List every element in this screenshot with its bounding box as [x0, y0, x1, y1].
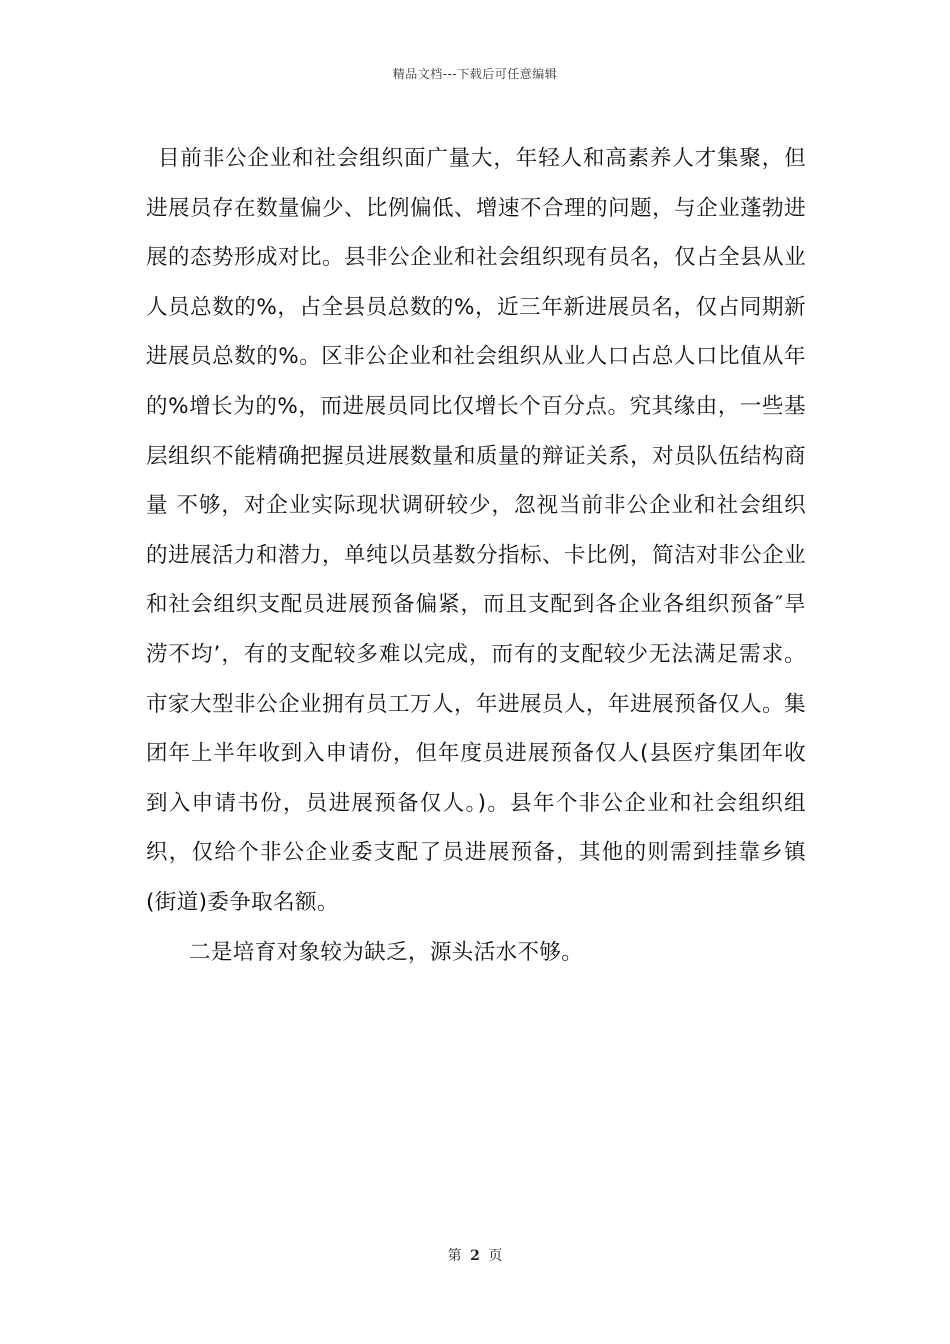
footer-suffix: 页	[488, 1248, 503, 1264]
page-number: 2	[470, 1248, 480, 1264]
document-body	[146, 134, 806, 977]
paragraph-1: 目前非公企业和社会组织面广量大，年轻人和高素养人才集聚，但进展员存在数量偏少、比例偏低、增速不合理的问题，与企业蓬勃进展的态势形成对比。县非公企业和社会组织现有员名，仅占全县从业人员总数的%，占全县员总数的%，近三年新进展员名，仅占同期新进展员总数的%。区非公企业和社会组织从业人口占总人口比值从年的%增长为的%，而进展员同比仅增长个百分点。究其缘由，一些基层组织不能精确把握员进展数量和质量的辩证关系，对员队伍结构商量 不够，对企业实际现状调研较少，忽视当前非公企业和社会组织的进展活力和潜力，单纯以员基数分指标、卡比例，简洁对非公企业和社会组织支配员进展预备偏紧，而且支配到各企业各组织预备″旱涝不均’，有的支配较多难以完成，而有的支配较少无法满足需求。市家大型非公企业拥有员工万人，年进展员人，年进展预备仅人。集团年上半年收到入申请份，但年度员进展预备仅人(县医疗集团年收到入申请书份，员进展预备仅人。)。县年个非公企业和社会组织组织，仅给个非公企业委支配了员进展预备，其他的则需到挂靠乡镇(街道)委争取名额。	[146, 146, 806, 915]
paragraph-2: 二是培育对象较为缺乏，源头活水不够。	[189, 939, 584, 965]
footer-prefix: 第	[447, 1248, 462, 1264]
page-header: 精品文档---下载后可任意编辑	[392, 67, 558, 81]
page-footer	[0, 1247, 950, 1265]
